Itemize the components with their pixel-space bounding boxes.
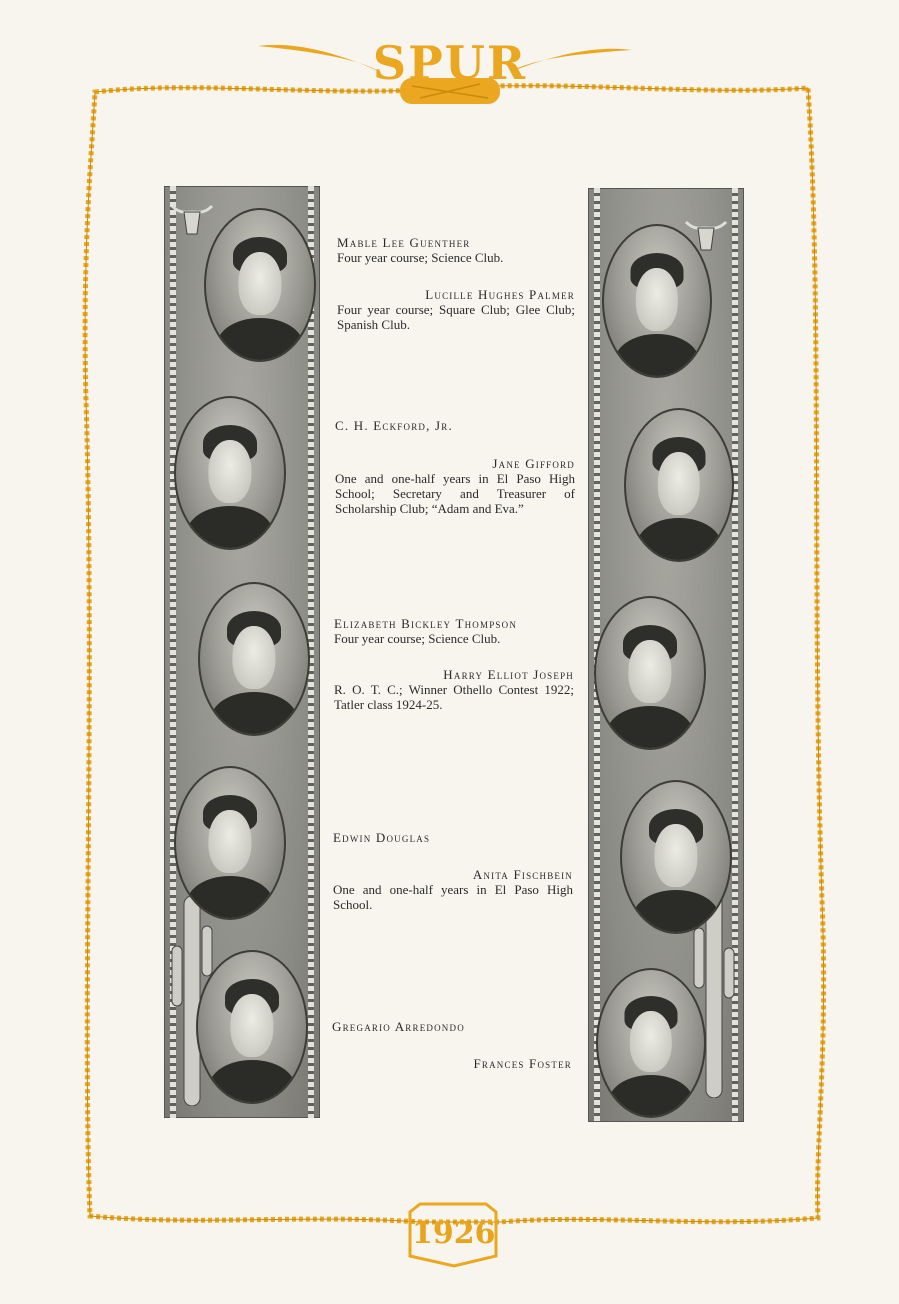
student-entry [335, 456, 575, 516]
student-name: Mable Lee Guenther [337, 235, 471, 250]
portrait-photo [624, 408, 734, 562]
student-entry [333, 867, 573, 912]
student-entry [337, 235, 575, 265]
year-badge: 1926 [412, 1216, 496, 1251]
right-photo-strip [588, 188, 744, 1122]
student-name: Gregario Arredondo [332, 1019, 465, 1034]
student-entry [337, 287, 575, 332]
portrait-photo [174, 396, 286, 550]
student-name: Frances Foster [473, 1056, 572, 1071]
student-name: Jane Gifford [492, 456, 575, 471]
portrait-photo [174, 766, 286, 920]
portrait-photo [602, 224, 712, 378]
steer-skull-icon [170, 200, 214, 238]
portrait-photo [196, 950, 308, 1104]
student-name: Elizabeth Bickley Thompson [334, 616, 518, 631]
page-title: SPUR [372, 36, 528, 90]
student-name: Edwin Douglas [333, 830, 431, 845]
student-description: Four year course; Square Club; Glee Club; Spanish Club. [337, 302, 575, 332]
student-description: R. O. T. C.; Winner Othello Contest 1922; Tatler class 1924-25. [334, 682, 574, 712]
student-entry [334, 616, 574, 646]
student-name: Harry Elliot Joseph [443, 667, 574, 682]
student-description: One and one-half years in El Paso High School; Secretary and Treasurer of Scholarship Club; “Adam and Eva.” [335, 471, 575, 516]
student-description: One and one-half years in El Paso High School. [333, 882, 573, 912]
student-entry [333, 830, 573, 845]
student-description: Four year course; Science Club. [337, 250, 504, 265]
portrait-photo [620, 780, 732, 934]
student-name: Anita Fischbein [472, 867, 573, 882]
student-entry [334, 667, 574, 712]
student-name: C. H. Eckford, Jr. [335, 418, 453, 433]
portrait-photo [596, 968, 706, 1118]
student-entry [335, 418, 575, 433]
student-entry [332, 1056, 572, 1071]
portrait-photo [198, 582, 310, 736]
portrait-photo [594, 596, 706, 750]
student-entry [332, 1019, 572, 1034]
left-photo-strip [164, 186, 320, 1118]
portrait-photo [204, 208, 316, 362]
student-description: Four year course; Science Club. [334, 631, 501, 646]
student-name: Lucille Hughes Palmer [425, 287, 575, 302]
